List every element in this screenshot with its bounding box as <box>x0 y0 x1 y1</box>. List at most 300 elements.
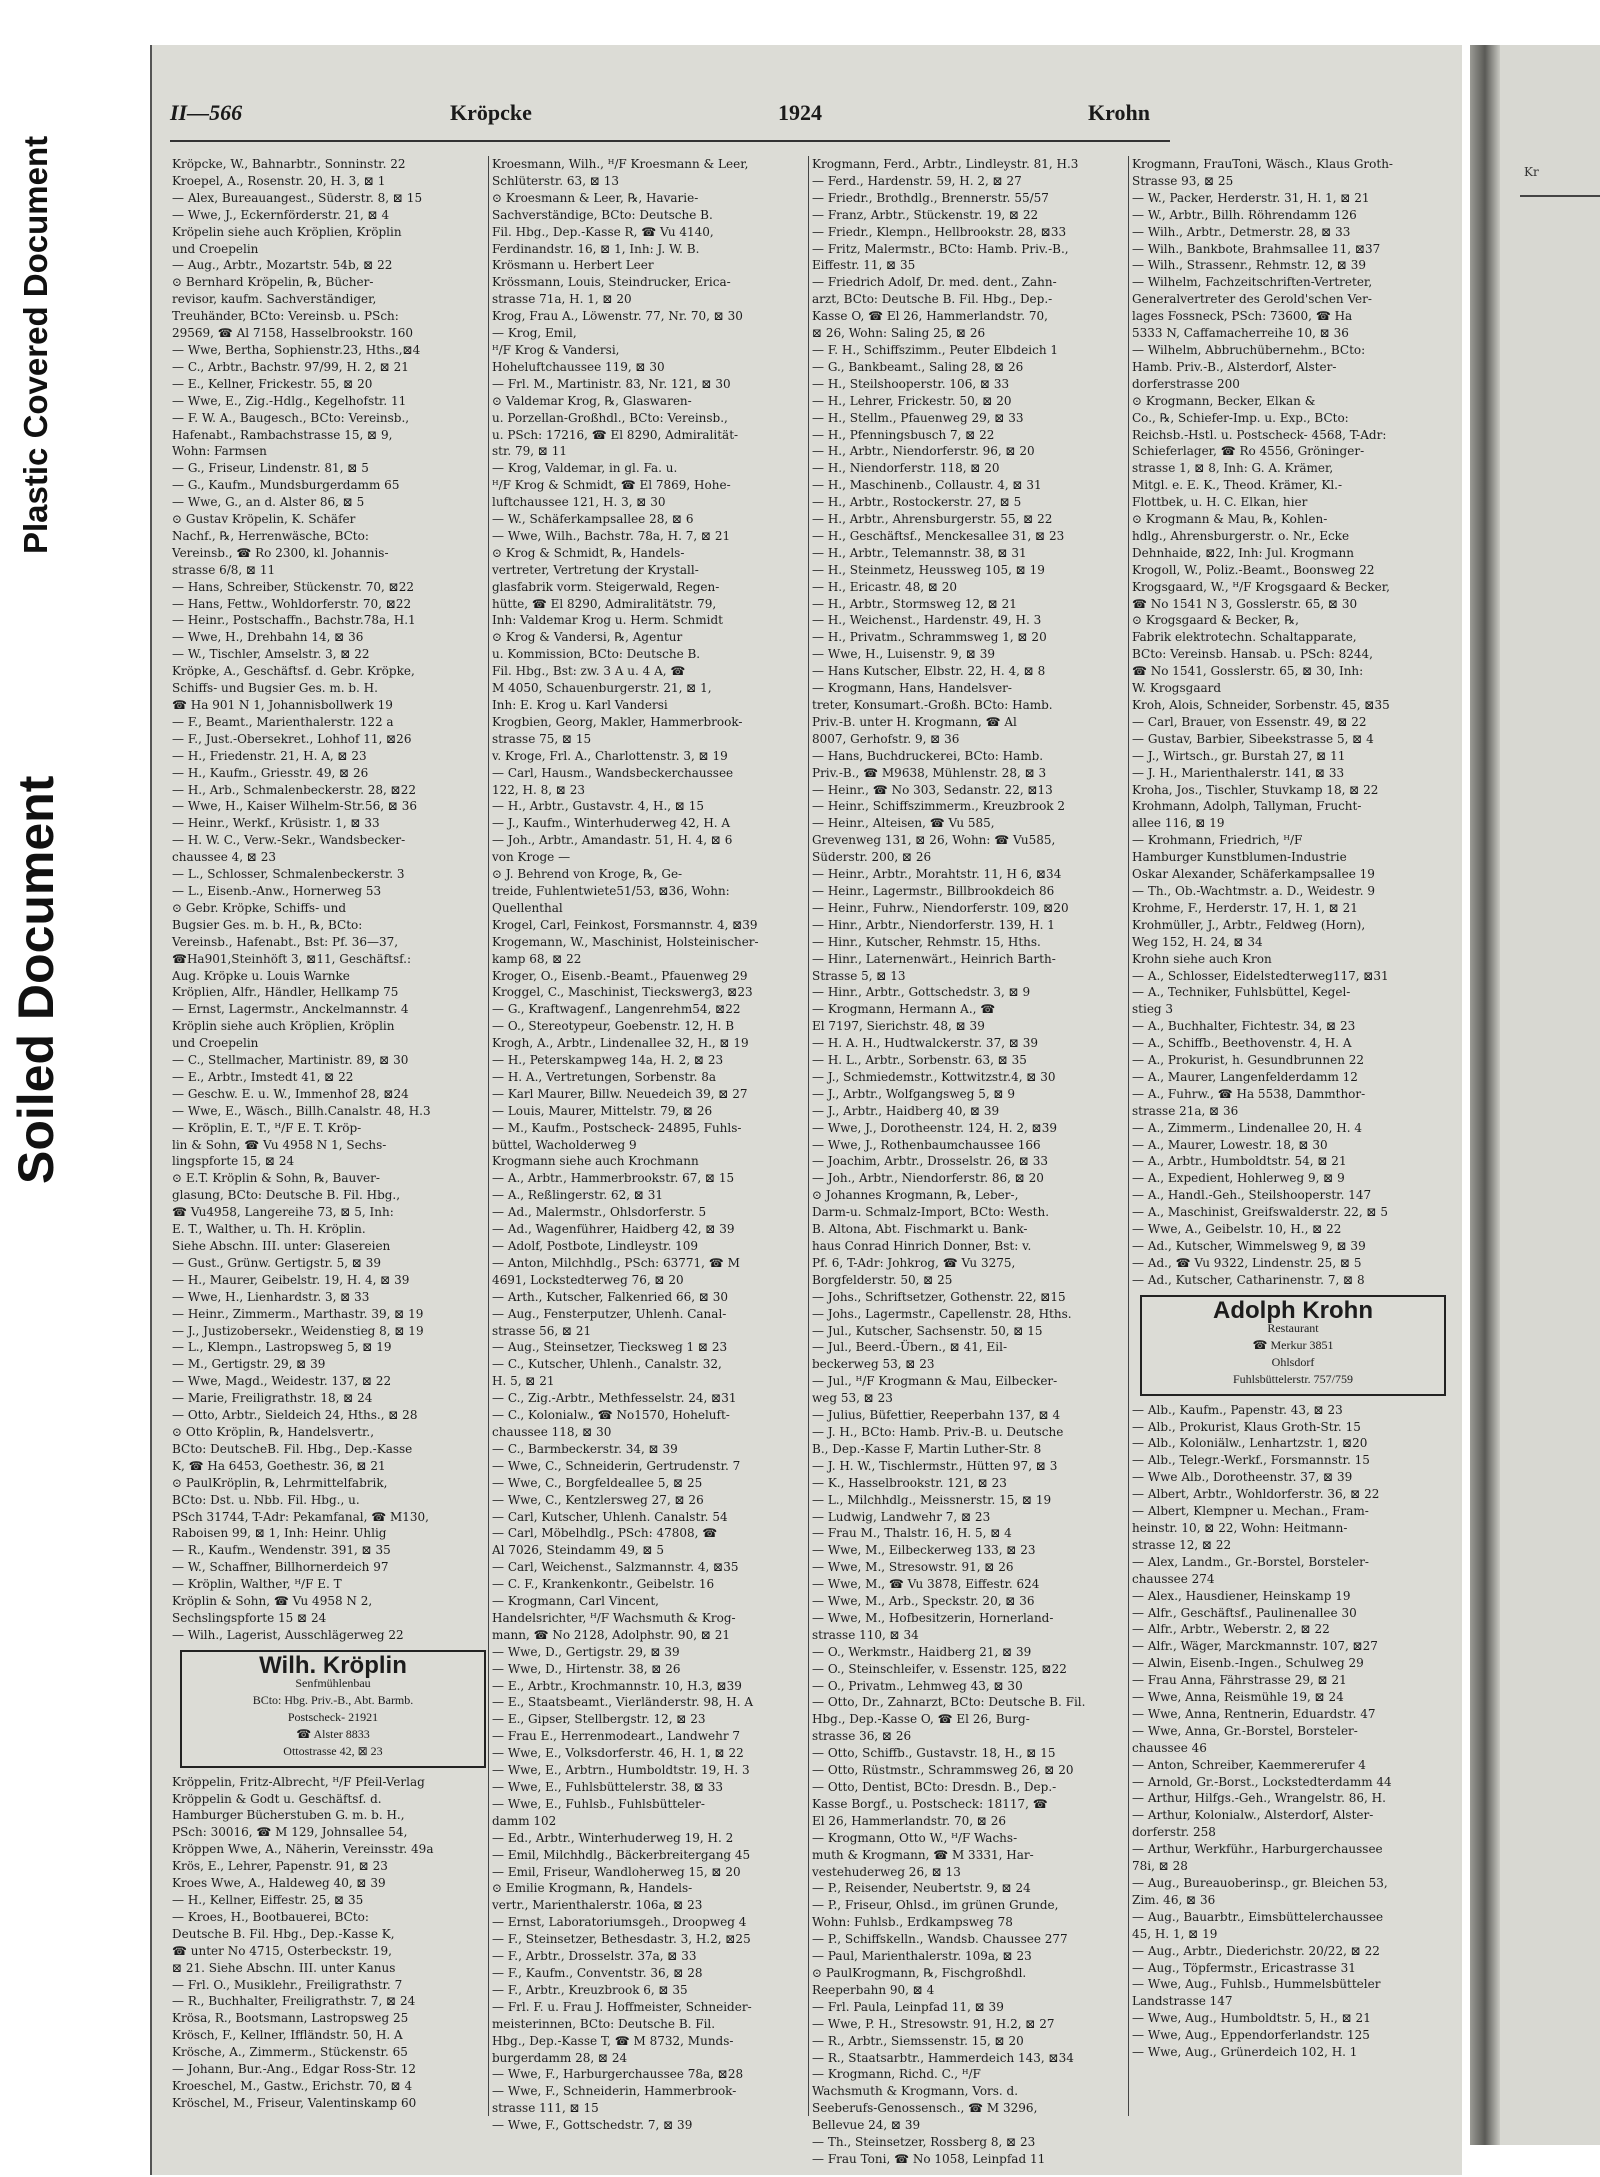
directory-entry-line: Krohmüller, J., Arbtr., Feldweg (Horn), <box>1132 917 1366 932</box>
directory-entry-line: — Emil, Friseur, Wandloherweg 15, ⊠ 20 <box>492 1864 741 1879</box>
directory-entry-line: Hafenabt., Rambachstrasse 15, ⊠ 9, <box>172 427 393 442</box>
directory-entry-line: Kroes Wwe, A., Haldeweg 40, ⊠ 39 <box>172 1876 386 1891</box>
directory-entry-line: BCto: Dst. u. Nbb. Fil. Hbg., u. <box>172 1492 360 1507</box>
directory-entry-line: — Kröplin, E. T., ᴴ/F E. T. Kröp- <box>172 1120 362 1135</box>
directory-entry-line: B., Dep.-Kasse F, Martin Luther-Str. 8 <box>812 1441 1042 1456</box>
directory-entry-line: Kröplin & Sohn, ☎ Vu 4958 N 2, <box>172 1594 373 1609</box>
directory-entry-line: — W., Schäferkampsallee 28, ⊠ 6 <box>492 512 694 527</box>
directory-entry-line: — Wwe, H., Lienhardstr. 3, ⊠ 33 <box>172 1289 370 1304</box>
directory-entry-line: — H., Peterskampweg 14a, H. 2, ⊠ 23 <box>492 1053 724 1068</box>
directory-entry-line: Aug. Kröpke u. Louis Warnke <box>172 968 350 983</box>
directory-entry-line: luftchaussee 121, H. 3, ⊠ 30 <box>492 495 666 510</box>
directory-entry-line: Kröpke, A., Geschäftsf. d. Gebr. Kröpke, <box>172 664 415 679</box>
soiled-document-label: Soiled Document <box>8 775 64 1185</box>
directory-entry-line: — Frl. M., Martinistr. 83, Nr. 121, ⊠ 30 <box>492 376 731 391</box>
next-page-edge <box>1500 45 1600 2145</box>
directory-entry-line: — H., Arbtr., Gustavstr. 4, H., ⊠ 15 <box>492 799 705 814</box>
directory-entry-line: — H. L., Arbtr., Sorbenstr. 63, ⊠ 35 <box>812 1053 1027 1068</box>
directory-entry-line: Darm-u. Schmalz-Import, BCto: Westh. <box>812 1205 1050 1220</box>
directory-entry-line: Krössmann, Louis, Steindrucker, Erica- <box>492 275 731 290</box>
directory-entry-line: ⊙ Krogmann & Mau, ℞, Kohlen- <box>1132 512 1328 527</box>
directory-entry-line: ⊙ Gustav Kröpelin, K. Schäfer <box>172 512 356 527</box>
directory-entry-line: kamp 68, ⊠ 22 <box>492 951 582 966</box>
directory-entry-line: — Wwe, D., Hirtenstr. 38, ⊠ 26 <box>492 1661 681 1676</box>
directory-entry-line: — Hans, Schreiber, Stückenstr. 70, ⊠22 <box>172 579 414 594</box>
directory-entry-line: Hamburger Bücherstuben G. m. b. H., <box>172 1808 405 1823</box>
directory-entry-line: PSch: 30016, ☎ M 129, Johnsallee 54, <box>172 1825 408 1840</box>
directory-entry-line: — Wwe, M., Eilbeckerweg 133, ⊠ 23 <box>812 1543 1036 1558</box>
directory-entry-line: El 26, Hammerlandstr. 70, ⊠ 26 <box>812 1813 1006 1828</box>
directory-entry-line: — Ad., Kutscher, Wimmelsweg 9, ⊠ 39 <box>1132 1239 1366 1253</box>
directory-entry-line: — Wwe, Aug., Fuhlsb., Hummelsbütteler <box>1132 1977 1381 1992</box>
directory-entry-line: — C. F., Krankenkontr., Geibelstr. 16 <box>492 1577 715 1592</box>
directory-entry-line: — H., Arbtr., Ahrensburgerstr. 55, ⊠ 22 <box>812 512 1053 527</box>
directory-entry-line: — Carl, Brauer, von Essenstr. 49, ⊠ 22 <box>1132 714 1367 729</box>
directory-entry-line: — Wwe, J., Eckernförderstr. 21, ⊠ 4 <box>172 207 390 222</box>
directory-entry-line: — C., Stellmacher, Martinistr. 89, ⊠ 30 <box>172 1053 409 1068</box>
directory-entry-line: — O., Privatm., Lehmweg 43, ⊠ 30 <box>812 1678 1023 1693</box>
directory-entry-line: El 7197, Sierichstr. 48, ⊠ 39 <box>812 1019 985 1034</box>
directory-entry-line: strasse 110, ⊠ 34 <box>812 1627 919 1642</box>
directory-entry-line: — Krog, Emil, <box>492 326 577 341</box>
directory-entry-line: Krogh, A., Arbtr., Lindenallee 32, H., ⊠ 19 <box>492 1036 749 1051</box>
directory-entry-line: — H., Arbtr., Rostockerstr. 27, ⊠ 5 <box>812 495 1022 510</box>
directory-entry-line: — P., Friseur, Ohlsd., im grünen Grunde, <box>812 1898 1059 1913</box>
directory-entry-line: — Wwe, F., Harburgerchaussee 78a, ⊠28 <box>492 2067 744 2082</box>
directory-entry-line: — Hinr., Laternenwärt., Heinrich Barth- <box>812 951 1056 966</box>
directory-entry-line: — A., Prokurist, h. Gesundbrunnen 22 <box>1132 1053 1365 1068</box>
directory-entry-line: — Adolf, Postbote, Lindleystr. 109 <box>492 1239 698 1253</box>
directory-entry-line: — C., Kutscher, Uhlenh., Canalstr. 32, <box>492 1357 722 1372</box>
directory-entry-line: — O., Steinschleifer, v. Essenstr. 125, ⊠22 <box>812 1661 1067 1676</box>
directory-entry-line: — Frl. F. u. Frau J. Hoffmeister, Schneider- <box>492 1999 752 2014</box>
directory-entry-line: — K., Hasselbrookstr. 121, ⊠ 23 <box>812 1475 1007 1490</box>
book-gutter <box>1470 45 1500 2145</box>
directory-entry-line: ⊙ Krogmann, Becker, Elkan & <box>1132 393 1316 408</box>
directory-entry-line: — G., Friseur, Lindenstr. 81, ⊠ 5 <box>172 461 369 476</box>
directory-entry-line: Krogemann, W., Maschinist, Holsteinischer- <box>492 934 759 949</box>
directory-entry-line: Krog, Frau A., Löwenstr. 77, Nr. 70, ⊠ 30 <box>492 309 743 324</box>
directory-entry-line: — W., Tischler, Amselstr. 3, ⊠ 22 <box>172 647 370 662</box>
directory-entry-line: muth & Krogmann, ☎ M 3331, Har- <box>812 1847 1034 1862</box>
directory-entry-line: dorferstr. 258 <box>1132 1825 1216 1840</box>
directory-entry-line: — Wwe, Magd., Weidestr. 137, ⊠ 22 <box>172 1374 392 1389</box>
directory-entry-line: — A., Techniker, Fuhlsbüttel, Kegel- <box>1132 985 1351 1000</box>
directory-entry-line: — J., Justizobersekr., Weidenstieg 8, ⊠ 19 <box>172 1323 424 1338</box>
directory-entry-line: — Wwe, Anna, Gr.-Borstel, Borsteler- <box>1132 1723 1358 1738</box>
directory-entry-line: treter, Konsumart.-Großh. BCto: Hamb. <box>812 698 1053 712</box>
directory-entry-line: Co., ℞, Schiefer-Imp. u. Exp., BCto: <box>1132 410 1349 425</box>
directory-entry-line: strasse 1, ⊠ 8, Inh: G. A. Krämer, <box>1132 461 1334 476</box>
directory-entry-line: — Th., Steinsetzer, Rossberg 8, ⊠ 23 <box>812 2135 1036 2150</box>
directory-entry-line: — Wilh., Bankbote, Brahmsallee 11, ⊠37 <box>1132 241 1381 256</box>
directory-entry-line: — H., Weichenst., Hardenstr. 49, H. 3 <box>812 613 1042 628</box>
directory-entry-line: — Wilh., Lagerist, Ausschlägerweg 22 <box>172 1627 404 1642</box>
directory-entry-line: Strasse 93, ⊠ 25 <box>1132 173 1234 188</box>
directory-entry-line: Oskar Alexander, Schäferkampsallee 19 <box>1132 867 1375 882</box>
advertisement-line: Senfmühlenbau <box>295 1675 371 1690</box>
directory-entry-line: — L., Eisenb.-Anw., Hornerweg 53 <box>172 883 382 898</box>
directory-entry-line: — Heinr., Lagermstr., Billbrookdeich 86 <box>812 883 1055 898</box>
directory-entry-line: Mitgl. e. E. K., Theod. Krämer, Kl.- <box>1132 478 1343 493</box>
directory-entry-line: Bugsier Ges. m. b. H., ℞, BCto: <box>172 917 363 932</box>
directory-entry-line: — Wwe, H., Drehbahn 14, ⊠ 36 <box>172 630 364 645</box>
directory-entry-line: revisor, kaufm. Sachverständiger, <box>172 292 377 307</box>
directory-entry-line: ⊙ J. Behrend von Kroge, ℞, Ge- <box>492 867 683 882</box>
advertisement-box <box>180 1650 486 1768</box>
directory-entry-line: lin & Sohn, ☎ Vu 4958 N 1, Sechs- <box>172 1137 387 1152</box>
directory-entry-line: Raboisen 99, ⊠ 1, Inh: Heinr. Uhlig <box>172 1526 387 1541</box>
directory-entry-line: Landstrasse 147 <box>1132 1994 1233 2009</box>
directory-entry-line: — Krogmann, Hans, Handelsver- <box>812 681 1012 696</box>
directory-column-4 <box>1132 156 1454 2116</box>
directory-entry-line: — Hinr., Kutscher, Rehmstr. 15, Hths. <box>812 934 1041 949</box>
directory-entry-line: Fabrik elektrotechn. Schaltapparate, <box>1132 630 1357 645</box>
directory-entry-line: — F. W. A., Baugesch., BCto: Vereinsb., <box>172 410 410 425</box>
directory-entry-line: Borgfelderstr. 50, ⊠ 25 <box>812 1272 953 1287</box>
directory-entry-line: — Otto, Dr., Zahnarzt, BCto: Deutsche B. Fil. <box>812 1695 1086 1710</box>
directory-entry-line: Kröppelin, Fritz-Albrecht, ᴴ/F Pfeil-Verlag <box>172 1774 425 1789</box>
directory-entry-line: — A., Reßlingerstr. 62, ⊠ 31 <box>492 1188 664 1203</box>
directory-entry-line: 45, H. 1, ⊠ 19 <box>1132 1926 1218 1941</box>
directory-entry-line: — Wwe, Aug., Grünerdeich 102, H. 1 <box>1132 2045 1358 2060</box>
directory-entry-line: Schiffs- und Bugsier Ges. m. b. H. <box>172 681 378 696</box>
directory-entry-line: Kroesmann, Wilh., ᴴ/F Kroesmann & Leer, <box>492 157 749 171</box>
directory-entry-line: — Alb., Koloniälw., Lenhartzstr. 1, ⊠20 <box>1132 1436 1368 1451</box>
directory-entry-line: ⊙ Bernhard Kröpelin, ℞, Bücher- <box>172 275 374 290</box>
directory-entry-line: — H., Lehrer, Frickestr. 50, ⊠ 20 <box>812 393 1012 408</box>
directory-entry-line: — Alb., Prokurist, Klaus Groth-Str. 15 <box>1132 1419 1361 1434</box>
directory-entry-line: — M., Gertigstr. 29, ⊠ 39 <box>172 1357 326 1372</box>
directory-entry-line: ⊙ Krogsgaard & Becker, ℞, <box>1132 613 1299 628</box>
directory-entry-line: — J., Wirtsch., gr. Burstah 27, ⊠ 11 <box>1132 748 1346 763</box>
directory-entry-line: ☎ Vu4958, Langereihe 73, ⊠ 5, Inh: <box>172 1205 394 1220</box>
directory-entry-line: — R., Staatsarbtr., Hammerdeich 143, ⊠34 <box>812 2050 1074 2065</box>
directory-entry-line: — Ernst, Lagermstr., Anckelmannstr. 4 <box>172 1002 409 1017</box>
directory-entry-line: — Wwe, E., Zig.-Hdlg., Kegelhofstr. 11 <box>172 393 407 408</box>
directory-entry-line: Hamb. Priv.-B., Alsterdorf, Alster- <box>1132 359 1337 374</box>
directory-entry-line: — Krogmann, Hermann A., ☎ <box>812 1002 996 1017</box>
directory-entry-line: Krohmann, Adolph, Tallyman, Frucht- <box>1132 799 1362 814</box>
directory-entry-line: — Wwe, E., Volksdorferstr. 46, H. 1, ⊠ 22 <box>492 1746 744 1761</box>
directory-entry-line: Sechslingspforte 15 ⊠ 24 <box>172 1610 327 1625</box>
directory-entry-line: Al 7026, Steindamm 49, ⊠ 5 <box>492 1543 665 1558</box>
next-page-rule <box>1520 195 1600 197</box>
directory-entry-line: — Otto, Schiffb., Gustavstr. 18, H., ⊠ 15 <box>812 1746 1056 1761</box>
directory-entry-line: 8007, Gerhofstr. 9, ⊠ 36 <box>812 731 960 746</box>
directory-entry-line: — Friedr., Klempn., Hellbrookstr. 28, ⊠33 <box>812 224 1067 239</box>
directory-entry-line: — H., Arbtr., Telemannstr. 38, ⊠ 31 <box>812 545 1027 560</box>
directory-entry-line: — Fritz, Malermstr., BCto: Hamb. Priv.-B., <box>812 241 1069 256</box>
directory-entry-line: — P., Reisender, Neubertstr. 9, ⊠ 24 <box>812 1881 1031 1896</box>
directory-entry-line: — Wwe, Bertha, Sophienstr.23, Hths.,⊠4 <box>172 342 421 357</box>
directory-entry-line: ⊙ Otto Kröplin, ℞, Handelsvertr., <box>172 1424 375 1439</box>
directory-entry-line: — Heinr., Schiffszimmerm., Kreuzbrook 2 <box>812 799 1066 814</box>
directory-entry-line: — H., Ericastr. 48, ⊠ 20 <box>812 579 957 594</box>
directory-entry-line: — C., Arbtr., Bachstr. 97/99, H. 2, ⊠ 21 <box>172 359 409 374</box>
directory-entry-line: strasse 12, ⊠ 22 <box>1132 1537 1232 1552</box>
directory-entry-line: — C., Barmbeckerstr. 34, ⊠ 39 <box>492 1441 678 1456</box>
directory-entry-line: — E., Kellner, Frickestr. 55, ⊠ 20 <box>172 376 373 391</box>
directory-entry-line: — Heinr., Zimmerm., Marthastr. 39, ⊠ 19 <box>172 1306 424 1321</box>
directory-entry-line: Strasse 5, ⊠ 13 <box>812 968 906 983</box>
directory-entry-line: Pf. 6, T-Adr: Johkrog, ☎ Vu 3275, <box>812 1255 1016 1270</box>
directory-entry-line: u. Kommission, BCto: Deutsche B. <box>492 647 701 662</box>
directory-entry-line: — E., Staatsbeamt., Vierländerstr. 98, H. A <box>492 1695 753 1710</box>
plastic-covered-label: Plastic Covered Document <box>17 135 54 555</box>
directory-entry-line: — F. H., Schiffszimm., Peuter Elbdeich 1 <box>812 342 1058 357</box>
directory-entry-line: — Wwe, Aug., Eppendorferlandstr. 125 <box>1132 2028 1370 2043</box>
directory-entry-line: Krogel, Carl, Feinkost, Forsmannstr. 4, ⊠39 <box>492 917 758 932</box>
directory-entry-line: W. Krogsgaard <box>1132 681 1222 696</box>
directory-entry-line: — Wwe, F., Gottschedstr. 7, ⊠ 39 <box>492 2118 693 2133</box>
directory-entry-line: — Albert, Arbtr., Wohldorferstr. 36, ⊠ 22 <box>1132 1487 1380 1502</box>
directory-entry-line: ⊠ 26, Wohn: Saling 25, ⊠ 26 <box>812 326 986 341</box>
directory-entry-line: — E., Arbtr., Krochmannstr. 10, H.3, ⊠39 <box>492 1678 742 1693</box>
directory-entry-line: — Aug., Fensterputzer, Uhlenh. Canal- <box>492 1306 727 1321</box>
page-number: II—566 <box>170 100 243 125</box>
advertisement-line: Ohlsdorf <box>1271 1354 1315 1369</box>
directory-entry-line: — Frl. O., Musiklehr., Freiligrathstr. 7 <box>172 1977 403 1992</box>
directory-entry-line: — G., Kraftwagenf., Langenrehm54, ⊠22 <box>492 1002 741 1017</box>
directory-entry-line: — Alex., Hausdiener, Heinskamp 19 <box>1132 1588 1351 1603</box>
directory-entry-line: — H., Kellner, Eiffestr. 25, ⊠ 35 <box>172 1893 364 1907</box>
directory-entry-line: — Wwe, C., Schneiderin, Gertrudenstr. 7 <box>492 1458 741 1473</box>
directory-entry-line: ⊙ Johannes Krogmann, ℞, Leber-, <box>812 1188 1019 1203</box>
directory-entry-line: Kröpelin siehe auch Kröplien, Kröplin <box>172 224 402 239</box>
advertisement-line: ☎ Merkur 3851 <box>1252 1337 1334 1352</box>
directory-entry-line: — Frau E., Herrenmodeart., Landwehr 7 <box>492 1729 741 1744</box>
directory-entry-line: — Wwe, Anna, Reismühle 19, ⊠ 24 <box>1132 1690 1344 1705</box>
directory-entry-line: Schlüterstr. 63, ⊠ 13 <box>492 173 619 188</box>
directory-entry-line: Kasse Borgf., u. Postscheck: 18117, ☎ <box>812 1796 1048 1811</box>
directory-entry-line: — Heinr., ☎ No 303, Sedanstr. 22, ⊠13 <box>812 782 1053 797</box>
advertisement-line: Postscheck- 21921 <box>287 1709 379 1724</box>
directory-entry-line: str. 79, ⊠ 11 <box>492 444 568 459</box>
header-year: 1924 <box>778 100 822 125</box>
directory-entry-line: — F., Just.-Obersekret., Lohhof 11, ⊠26 <box>172 731 412 746</box>
directory-entry-line: glasfabrik vorm. Steigerwald, Regen- <box>492 579 720 594</box>
directory-entry-line: Vereinsb., ☎ Ro 2300, kl. Johannis- <box>172 545 389 560</box>
directory-entry-line: Kroepel, A., Rosenstr. 20, H. 3, ⊠ 1 <box>172 173 386 188</box>
directory-entry-line: — J., Arbtr., Haidberg 40, ⊠ 39 <box>812 1103 1000 1118</box>
directory-entry-line: — H., Arbtr., Niendorferstr. 96, ⊠ 20 <box>812 444 1035 459</box>
advertisement-line: Fuhlsbüttelerstr. 757/759 <box>1233 1371 1353 1386</box>
directory-entry-line: — Kröplin, Walther, ᴴ/F E. T <box>172 1577 342 1592</box>
directory-entry-line: — G., Bankbeamt., Saling 28, ⊠ 26 <box>812 359 1024 374</box>
directory-entry-line: — M., Kaufm., Postscheck- 24895, Fuhls- <box>492 1120 742 1135</box>
directory-entry-line: — Wwe, E., Arbtrn., Humboldtstr. 19, H. 3 <box>492 1763 750 1778</box>
page-header <box>170 100 1170 140</box>
directory-entry-line: ⊙ Krog & Vandersi, ℞, Agentur <box>492 630 683 645</box>
directory-entry-line: — Arthur, Werkführ., Harburgerchaussee <box>1132 1842 1383 1857</box>
directory-entry-line: — Alb., Telegr.-Werkf., Forsmannstr. 15 <box>1132 1453 1370 1468</box>
directory-entry-line: — W., Schaffner, Billhornerdeich 97 <box>172 1560 389 1575</box>
directory-entry-line: — F., Beamt., Marienthalerstr. 122 a <box>172 714 394 729</box>
directory-entry-line: — Otto, Dentist, BCto: Dresdn. B., Dep.- <box>812 1780 1057 1794</box>
directory-entry-line: — Otto, Arbtr., Sieldeich 24, Hths., ⊠ 28 <box>172 1408 418 1423</box>
directory-entry-line: — A., Schiffb., Beethovenstr. 4, H. A <box>1132 1036 1352 1051</box>
directory-entry-line: meisterinnen, BCto: Deutsche B. Fil. <box>492 2016 716 2031</box>
directory-entry-line: chaussee 274 <box>1132 1571 1215 1586</box>
directory-entry-line: strasse 36, ⊠ 26 <box>812 1729 912 1744</box>
directory-entry-line: — A., Maurer, Lowestr. 18, ⊠ 30 <box>1132 1137 1328 1152</box>
directory-entry-line: — Johs., Schriftsetzer, Gothenstr. 22, ⊠15 <box>812 1289 1066 1304</box>
directory-entry-line: Wachsmuth & Krogmann, Vors. d. <box>812 2084 1019 2099</box>
directory-entry-line: — Wilh., Strassenr., Rehmstr. 12, ⊠ 39 <box>1132 258 1367 273</box>
directory-entry-line: — O., Stereotypeur, Goebenstr. 12, H. B <box>492 1019 735 1034</box>
directory-entry-line: — L., Klempn., Lastropsweg 5, ⊠ 19 <box>172 1340 392 1355</box>
directory-entry-line: chaussee 4, ⊠ 23 <box>172 850 277 865</box>
directory-entry-line: — Aug., Bauarbtr., Eimsbüttelerchaussee <box>1132 1909 1384 1924</box>
directory-entry-line: Grevenweg 131, ⊠ 26, Wohn: ☎ Vu585, <box>812 833 1056 848</box>
directory-entry-line: beckerweg 53, ⊠ 23 <box>812 1357 935 1372</box>
directory-entry-line: — Ernst, Laboratoriumsgeh., Droopweg 4 <box>492 1915 747 1930</box>
directory-entry-line: — A., Maschinist, Greifswalderstr. 22, ⊠ 5 <box>1132 1205 1389 1220</box>
directory-entry-line: — F., Steinsetzer, Bethesdastr. 3, H.2, ⊠25 <box>492 1932 751 1947</box>
directory-entry-line: v. Kroge, Frl. A., Charlottenstr. 3, ⊠ 19 <box>492 748 728 763</box>
directory-entry-line: — E., Arbtr., Imstedt 41, ⊠ 22 <box>172 1069 354 1084</box>
directory-entry-line: ☎ Ha 901 N 1, Johannisbollwerk 19 <box>172 698 393 712</box>
directory-entry-line: von Kroge — <box>492 850 571 865</box>
directory-entry-line: — Joh., Arbtr., Amandastr. 51, H. 4, ⊠ 6 <box>492 833 733 848</box>
directory-entry-line: E. T., Walther, u. Th. H. Kröplin. <box>172 1222 366 1237</box>
directory-entry-line: — F., Arbtr., Kreuzbrook 6, ⊠ 35 <box>492 1982 688 1997</box>
directory-entry-line: hütte, ☎ El 8290, Admiralitätstr. 79, <box>492 596 717 611</box>
directory-entry-line: — Kroes, H., Bootbauerei, BCto: <box>172 1909 369 1924</box>
directory-entry-line: ⊙ PaulKrogmann, ℞, Fischgroßhdl. <box>812 1965 1027 1980</box>
directory-entry-line: — W., Packer, Herderstr. 31, H. 1, ⊠ 21 <box>1132 190 1370 205</box>
directory-entry-line: — Wwe, C., Borgfeldeallee 5, ⊠ 25 <box>492 1475 703 1490</box>
directory-entry-line: Kroger, O., Eisenb.-Beamt., Pfauenweg 29 <box>492 968 748 983</box>
directory-entry-line: — H., Arbtr., Stormsweg 12, ⊠ 21 <box>812 596 1017 611</box>
directory-entry-line: Krösch, F., Kellner, Iffländstr. 50, H. A <box>172 2028 403 2043</box>
directory-entry-line: — Carl, Hausm., Wandsbeckerchaussee <box>492 765 734 780</box>
directory-entry-line: ᴴ/F Krog & Vandersi, <box>492 342 620 357</box>
advertisement-box <box>1140 1295 1446 1396</box>
directory-entry-line: Krösmann u. Herbert Leer <box>492 258 654 273</box>
directory-entry-line: Krogmann, FrauToni, Wäsch., Klaus Groth- <box>1132 157 1393 171</box>
directory-entry-line: — Marie, Freiligrathstr. 18, ⊠ 24 <box>172 1391 373 1406</box>
directory-entry-line: Kröschel, M., Friseur, Valentinskamp 60 <box>172 2095 417 2110</box>
directory-entry-line: — Gust., Grünw. Gertigstr. 5, ⊠ 39 <box>172 1255 382 1270</box>
directory-entry-line: — J., Arbtr., Wolfgangsweg 5, ⊠ 9 <box>812 1086 1015 1101</box>
directory-entry-line: Handelsrichter, ᴴ/F Wachsmuth & Krog- <box>492 1610 736 1625</box>
directory-entry-line: — Alfr., Arbtr., Weberstr. 2, ⊠ 22 <box>1132 1622 1330 1637</box>
directory-entry-line: Fil. Hbg., Dep.-Kasse R, ☎ Vu 4140, <box>492 224 714 239</box>
directory-entry-line: ☎ No 1541 N 3, Gosslerstr. 65, ⊠ 30 <box>1132 596 1358 611</box>
directory-entry-line: lages Fossneck, PSch: 73600, ☎ Ha <box>1132 309 1353 324</box>
directory-entry-line: Deutsche B. Fil. Hbg., Dep.-Kasse K, <box>172 1926 395 1941</box>
directory-entry-line: vestehuderweg 26, ⊠ 13 <box>812 1864 961 1879</box>
directory-entry-line: — J., Kaufm., Winterhuderweg 42, H. A <box>492 816 731 831</box>
directory-entry-line: ☎ No 1541, Gosslerstr. 65, ⊠ 30, Inh: <box>1132 664 1364 679</box>
directory-entry-line: Kroh, Alois, Schneider, Sorbenstr. 45, ⊠35 <box>1132 698 1390 712</box>
directory-entry-line: — Alwin, Eisenb.-Ingen., Schulweg 29 <box>1132 1656 1364 1671</box>
directory-entry-line: — H., Privatm., Schrammsweg 1, ⊠ 20 <box>812 630 1047 645</box>
directory-entry-line: strasse 21a, ⊠ 36 <box>1132 1103 1239 1118</box>
directory-column-3 <box>812 156 1134 2166</box>
advertisement-line: ☎ Alster 8833 <box>296 1726 370 1741</box>
directory-entry-line: — H., Pfenningsbusch 7, ⊠ 22 <box>812 427 995 442</box>
advertisement-line: Ottostrasse 42, ⊠ 23 <box>283 1743 383 1758</box>
directory-entry-line: weg 53, ⊠ 23 <box>812 1391 893 1406</box>
directory-entry-line: — F., Kaufm., Conventstr. 36, ⊠ 28 <box>492 1965 703 1980</box>
directory-entry-line: strasse 71a, H. 1, ⊠ 20 <box>492 292 632 307</box>
directory-entry-line: — A., Maurer, Langenfelderdamm 12 <box>1132 1069 1358 1084</box>
advertisement-line: BCto: Hbg. Priv.-B., Abt. Barmb. <box>252 1692 414 1707</box>
directory-entry-line: — Jul., ᴴ/F Krogmann & Mau, Eilbecker- <box>812 1374 1058 1389</box>
directory-entry-line: M 4050, Schauenburgerstr. 21, ⊠ 1, <box>492 681 712 696</box>
directory-entry-line: — Ad., Malermstr., Ohlsdorferstr. 5 <box>492 1205 707 1220</box>
advertisement-line: Restaurant <box>1267 1320 1319 1335</box>
directory-entry-line: — A., Buchhalter, Fichtestr. 34, ⊠ 23 <box>1132 1019 1356 1034</box>
directory-entry-line: — Wilhelm, Fachzeitschriften-Vertreter, <box>1132 275 1373 290</box>
directory-entry-line: Quellenthal <box>492 900 563 915</box>
directory-entry-line: — Krogmann, Richd. C., ᴴ/F <box>812 2067 981 2082</box>
directory-entry-line: stieg 3 <box>1132 1002 1174 1017</box>
directory-entry-line: Hamburger Kunstblumen-Industrie <box>1132 850 1347 865</box>
directory-entry-line: — Heinr., Werkf., Krüsistr. 1, ⊠ 33 <box>172 816 380 831</box>
directory-entry-line: 122, H. 8, ⊠ 23 <box>492 782 586 797</box>
directory-entry-line: strasse 111, ⊠ 15 <box>492 2101 599 2116</box>
directory-entry-line: — C., Zig.-Arbtr., Methfesselstr. 24, ⊠31 <box>492 1391 737 1406</box>
directory-entry-line: — Otto, Rüstmstr., Schrammsweg 26, ⊠ 20 <box>812 1763 1074 1778</box>
directory-entry-line: heinstr. 10, ⊠ 22, Wohn: Heitmann- <box>1132 1520 1348 1535</box>
directory-entry-line: — Wwe, C., Kentzlersweg 27, ⊠ 26 <box>492 1492 704 1507</box>
directory-entry-line: H. 5, ⊠ 21 <box>492 1374 555 1389</box>
directory-entry-line: chaussee 46 <box>1132 1740 1207 1755</box>
directory-entry-line: Hoheluftchaussee 119, ⊠ 30 <box>492 359 665 374</box>
directory-entry-line: — Wwe, M., Hofbesitzerin, Hornerland- <box>812 1610 1054 1625</box>
directory-entry-line: — J., Schmiedemstr., Kottwitzstr.4, ⊠ 30 <box>812 1069 1056 1084</box>
directory-entry-line: — Frau Anna, Fährstrasse 29, ⊠ 21 <box>1132 1673 1347 1688</box>
directory-entry-line: — Wwe, E., Fuhlsbüttelerstr. 38, ⊠ 33 <box>492 1780 724 1794</box>
directory-entry-line: — A., Handl.-Geh., Steilshooperstr. 147 <box>1132 1188 1372 1203</box>
directory-entry-line: glasung, BCto: Deutsche B. Fil. Hbg., <box>172 1188 401 1203</box>
directory-entry-line: Priv.-B. unter H. Krogmann, ☎ Al <box>812 714 1017 729</box>
directory-entry-line: Kroha, Jos., Tischler, Stuvkamp 18, ⊠ 22 <box>1132 782 1379 797</box>
directory-entry-line: — Wwe, A., Geibelstr. 10, H., ⊠ 22 <box>1132 1222 1342 1237</box>
directory-entry-line: damm 102 <box>492 1813 557 1828</box>
directory-entry-line: — Wwe, F., Schneiderin, Hammerbrook- <box>492 2084 737 2099</box>
directory-entry-line: arzt, BCto: Deutsche B. Fil. Hbg., Dep.- <box>812 292 1053 307</box>
directory-entry-line: — Wwe, M., Stresowstr. 91, ⊠ 26 <box>812 1560 1014 1575</box>
directory-entry-line: — Jul., Kutscher, Sachsenstr. 50, ⊠ 15 <box>812 1323 1043 1338</box>
directory-entry-line: Vereinsb., Hafenabt., Bst: Pf. 36—37, <box>172 934 399 949</box>
directory-entry-line: — Hans Kutscher, Elbstr. 22, H. 4, ⊠ 8 <box>812 664 1046 679</box>
directory-entry-line: — Ad., Kutscher, Catharinenstr. 7, ⊠ 8 <box>1132 1272 1365 1287</box>
directory-entry-line: B. Altona, Abt. Fischmarkt u. Bank- <box>812 1222 1028 1237</box>
directory-entry-line: — Wwe, M., Arb., Speckstr. 20, ⊠ 36 <box>812 1594 1035 1609</box>
directory-entry-line: haus Conrad Hinrich Donner, Bst: v. <box>812 1239 1032 1253</box>
directory-entry-line: — Arnold, Gr.-Borst., Lockstedterdamm 44 <box>1132 1774 1392 1789</box>
directory-entry-line: Krös, E., Lehrer, Papenstr. 91, ⊠ 23 <box>172 1859 388 1874</box>
directory-entry-line: — Hans, Buchdruckerei, BCto: Hamb. <box>812 748 1044 763</box>
directory-entry-line: — Aug., Bureauoberinsp., gr. Bleichen 53, <box>1132 1876 1388 1890</box>
directory-entry-line: — Anton, Schreiber, Kaemmererufer 4 <box>1132 1757 1366 1772</box>
directory-entry-line: — Krogmann, Otto W., ᴴ/F Wachs- <box>812 1830 1018 1845</box>
directory-entry-line: — H., Geschäftsf., Menckesallee 31, ⊠ 23 <box>812 528 1065 543</box>
directory-entry-line: — Heinr., Arbtr., Morahtstr. 11, H 6, ⊠34 <box>812 867 1062 882</box>
directory-entry-line: Reeperbahn 90, ⊠ 4 <box>812 1982 935 1997</box>
directory-entry-line: ⊙ E.T. Kröplin & Sohn, ℞, Bauver- <box>172 1171 380 1186</box>
directory-entry-line: Siehe Abschn. III. unter: Glasereien <box>172 1239 391 1253</box>
directory-entry-line: ⊙ Valdemar Krog, ℞, Glaswaren- <box>492 393 692 408</box>
directory-entry-line: — Wwe, J., Dorotheenstr. 124, H. 2, ⊠39 <box>812 1120 1058 1135</box>
directory-entry-line: — Arthur, Hilfgs.-Geh., Wrangelstr. 86, H. <box>1132 1791 1386 1806</box>
directory-entry-line: BCto: DeutscheB. Fil. Hbg., Dep.-Kasse <box>172 1441 413 1456</box>
